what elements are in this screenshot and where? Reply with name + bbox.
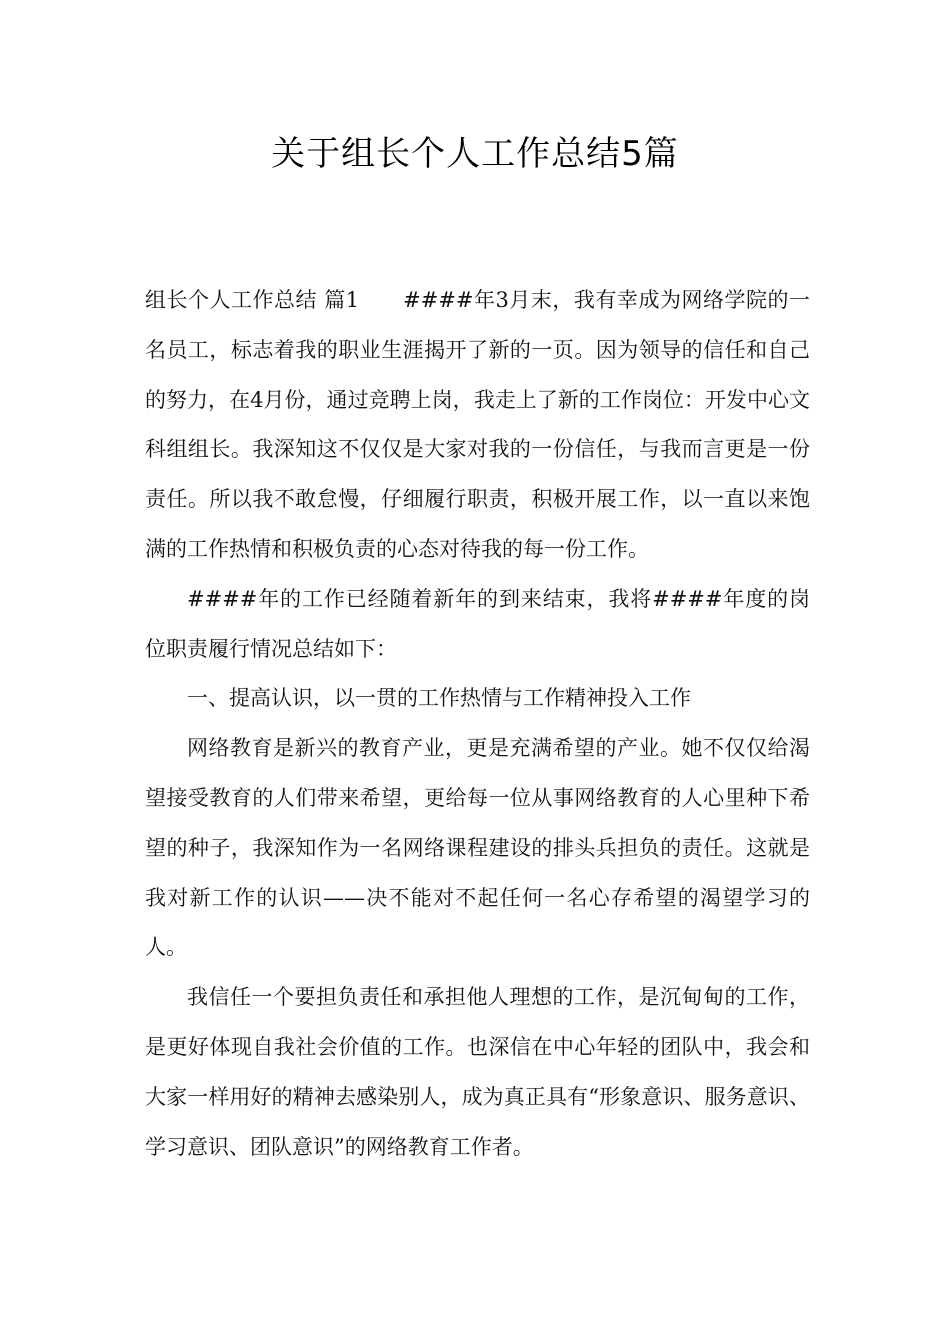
paragraph: 网络教育是新兴的教育产业，更是充满希望的产业。她不仅仅给渴望接受教育的人们带来希望，更给每一位从事网络教育的人心里种下希望的种子，我深知作为一名网络课程建设的排头兵担负的责任。这就是我对新工作的认识——决不能对不起任何一名心存希望的渴望学习的人。: [145, 736, 810, 960]
paragraph-text: ####年3月末，我有幸成为网络学院的一名员工，标志着我的职业生涯揭开了新的一页。因为领导的信任和自己的努力，在4月份，通过竞聘上岗，我走上了新的工作岗位：开发中心文科组组长。我深知这不仅仅是大家对我的一份信任，与我而言更是一份责任。所以我不敢怠慢，仔细履行职责，积极开展工作，以一直以来饱满的工作热情和积极负责的心态对待我的每一份工作。: [145, 288, 810, 561]
paragraph: 我信任一个要担负责任和承担他人理想的工作，是沉甸甸的工作，是更好体现自我社会价值的工作。也深信在中心年轻的团队中，我会和大家一样用好的精神去感染别人，成为真正具有“形象意识、服务意识、学习意识、团队意识”的网络教育工作者。: [145, 985, 810, 1159]
subsection-heading: 一、提高认识，以一贯的工作热情与工作精神投入工作: [187, 686, 691, 711]
document-body: [145, 276, 810, 1172]
document-title: 关于组长个人工作总结5篇: [271, 134, 679, 174]
section-heading: 组长个人工作总结 篇1: [145, 288, 360, 312]
paragraph-intro: [145, 276, 810, 575]
paragraph: ####年的工作已经随着新年的到来结束，我将####年度的岗位职责履行情况总结如下：: [145, 586, 810, 661]
